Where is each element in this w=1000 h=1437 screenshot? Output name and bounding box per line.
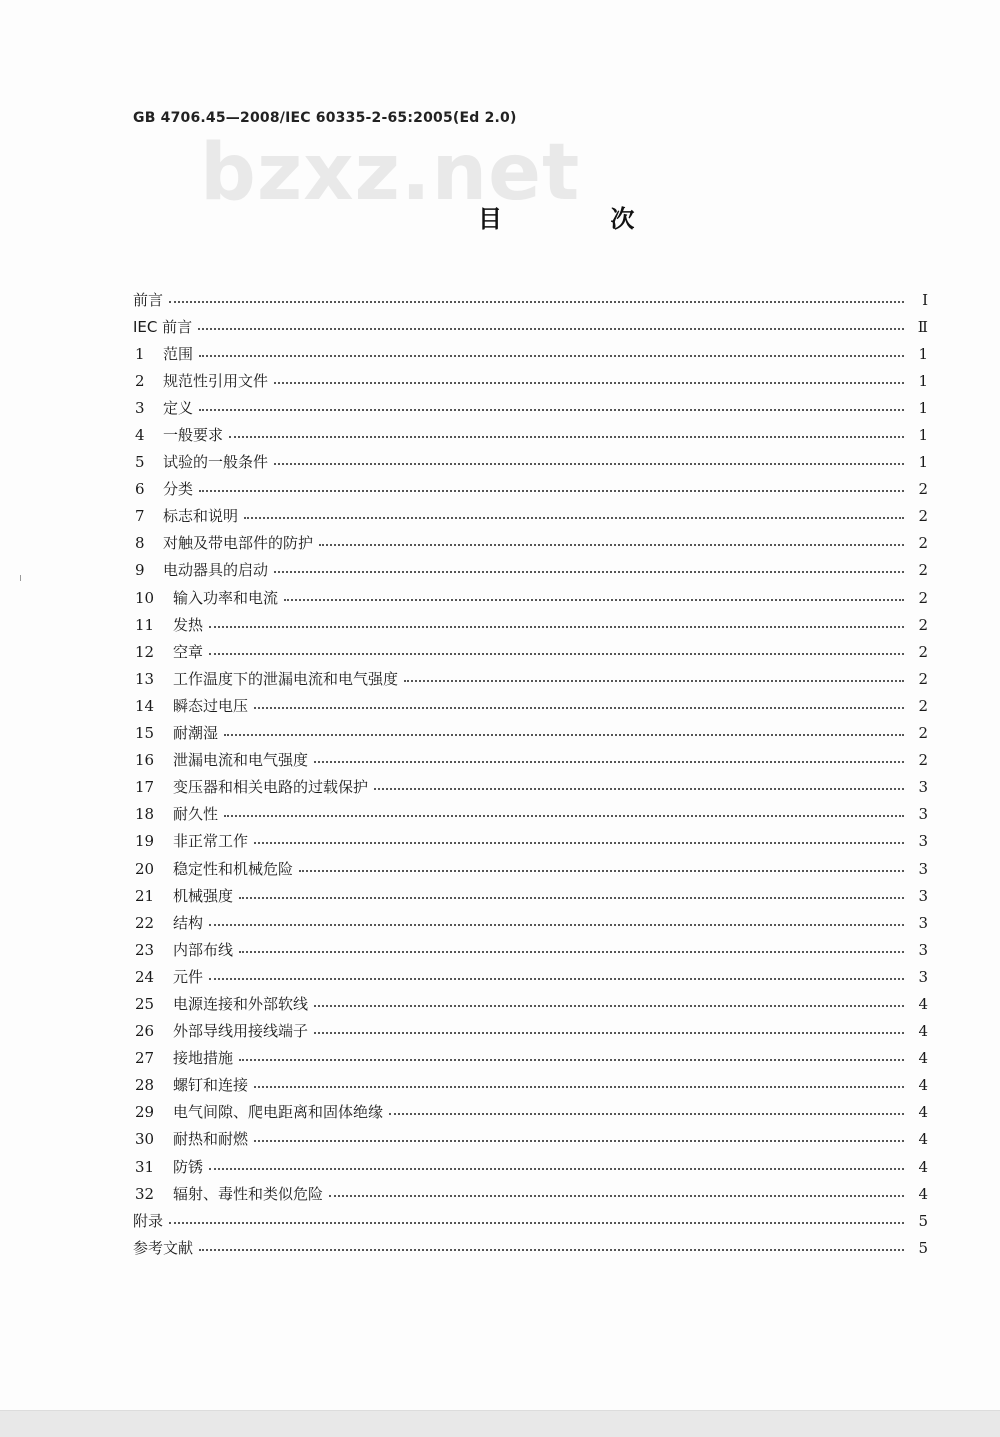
toc-entry-label: 非正常工作 xyxy=(173,832,249,851)
toc-entry-number: 20 xyxy=(135,859,155,878)
toc-entry-number: 7 xyxy=(135,507,145,526)
toc-entry-label: 内部布线 xyxy=(173,940,234,959)
toc-leader-dots xyxy=(284,599,904,601)
toc-leader-dots xyxy=(229,436,904,438)
toc-leader-dots xyxy=(169,301,904,303)
toc-entry[interactable] xyxy=(133,449,928,476)
toc-entry-page: 2 xyxy=(918,669,928,688)
toc-entry[interactable] xyxy=(133,855,928,882)
toc-leader-dots xyxy=(224,734,904,736)
toc-entry-page: 2 xyxy=(918,480,928,499)
toc-entry-label: 前言 xyxy=(133,290,164,309)
toc-entry-number: 25 xyxy=(135,994,155,1013)
toc-leader-dots xyxy=(224,815,904,817)
toc-entry-page: 3 xyxy=(918,832,928,851)
toc-entry-page: 5 xyxy=(918,1238,928,1257)
toc-entry-label: IEC 前言 xyxy=(133,317,193,336)
toc-entry-page: 4 xyxy=(918,1022,928,1041)
toc-entry-label: 防锈 xyxy=(173,1157,204,1176)
toc-entry[interactable] xyxy=(133,530,928,557)
toc-entry-label: 耐潮湿 xyxy=(173,724,219,743)
toc-entry[interactable] xyxy=(133,1018,928,1045)
toc-entry-label: 标志和说明 xyxy=(163,507,239,526)
toc-title: 目 次 xyxy=(478,205,685,233)
toc-entry-page: 2 xyxy=(918,534,928,553)
toc-entry[interactable] xyxy=(133,286,928,313)
toc-entry-number: 14 xyxy=(135,696,155,715)
toc-entry-label: 耐久性 xyxy=(173,805,219,824)
toc-entry-number: 2 xyxy=(135,371,145,390)
scan-mark xyxy=(20,575,21,581)
toc-leader-dots xyxy=(329,1195,904,1197)
toc-entry-page: 3 xyxy=(918,886,928,905)
viewer-bottom-bar xyxy=(0,1410,1000,1437)
toc-entry-number: 6 xyxy=(135,480,145,499)
toc-entry-number: 28 xyxy=(135,1076,155,1095)
toc-entry-label: 辐射、毒性和类似危险 xyxy=(173,1184,324,1203)
toc-entry-page: 3 xyxy=(918,859,928,878)
toc-entry-number: 31 xyxy=(135,1157,155,1176)
toc-entry[interactable] xyxy=(133,990,928,1017)
toc-leader-dots xyxy=(198,328,904,330)
toc-entry-number: 29 xyxy=(135,1103,155,1122)
toc-entry-page: Ⅱ xyxy=(917,317,928,336)
toc-entry-page: 2 xyxy=(918,615,928,634)
toc-entry[interactable] xyxy=(133,720,928,747)
toc-entry-label: 电气间隙、爬电距离和固体绝缘 xyxy=(173,1103,384,1122)
toc-leader-dots xyxy=(274,382,904,384)
watermark-logo: bzxz.net xyxy=(200,128,581,218)
toc-entry-number: 13 xyxy=(135,669,155,688)
toc-entry-page: 3 xyxy=(918,778,928,797)
toc-entry-label: 参考文献 xyxy=(133,1238,194,1257)
toc-entry[interactable] xyxy=(133,638,928,665)
toc-entry-page: 4 xyxy=(918,1157,928,1176)
toc-leader-dots xyxy=(404,680,904,682)
toc-entry[interactable] xyxy=(133,909,928,936)
toc-leader-dots xyxy=(239,1059,904,1061)
toc-leader-dots xyxy=(254,707,904,709)
toc-entry-label: 电动器具的启动 xyxy=(163,561,269,580)
toc-entry-label: 输入功率和电流 xyxy=(173,588,279,607)
toc-entry[interactable] xyxy=(133,394,928,421)
toc-entry-label: 附录 xyxy=(133,1211,164,1230)
toc-entry-number: 21 xyxy=(135,886,155,905)
toc-entry[interactable] xyxy=(133,1153,928,1180)
toc-entry[interactable] xyxy=(133,503,928,530)
toc-entry-label: 结构 xyxy=(173,913,204,932)
toc-entry[interactable] xyxy=(133,665,928,692)
toc-entry[interactable] xyxy=(133,367,928,394)
toc-entry-page: 4 xyxy=(918,1049,928,1068)
toc-entry-label: 范围 xyxy=(163,344,194,363)
toc-entry-label: 瞬态过电压 xyxy=(173,696,249,715)
toc-entry-number: 30 xyxy=(135,1130,155,1149)
toc-entry-number: 22 xyxy=(135,913,155,932)
toc-entry-label: 稳定性和机械危险 xyxy=(173,859,294,878)
toc-entry-page: 4 xyxy=(918,994,928,1013)
toc-entry-page: 2 xyxy=(918,588,928,607)
toc-entry-label: 对触及带电部件的防护 xyxy=(163,534,314,553)
toc-entry-number: 32 xyxy=(135,1184,155,1203)
toc-entry-page: 1 xyxy=(918,398,928,417)
toc-entry-number: 24 xyxy=(135,967,155,986)
toc-entry-page: 4 xyxy=(918,1184,928,1203)
toc-leader-dots xyxy=(254,1140,904,1142)
toc-entry-label: 外部导线用接线端子 xyxy=(173,1022,309,1041)
toc-entry[interactable] xyxy=(133,1045,928,1072)
toc-leader-dots xyxy=(199,409,904,411)
toc-entry[interactable] xyxy=(133,584,928,611)
toc-leader-dots xyxy=(239,897,904,899)
toc-entry[interactable] xyxy=(133,611,928,638)
toc-entry-number: 4 xyxy=(135,426,145,445)
toc-entry-label: 试验的一般条件 xyxy=(163,453,269,472)
toc-entry-number: 23 xyxy=(135,940,155,959)
toc-entry-number: 26 xyxy=(135,1022,155,1041)
toc-leader-dots xyxy=(199,1249,904,1251)
toc-entry[interactable] xyxy=(133,774,928,801)
toc-entry-label: 电源连接和外部软线 xyxy=(173,994,309,1013)
toc-entry-page: 2 xyxy=(918,642,928,661)
toc-entry[interactable] xyxy=(133,747,928,774)
toc-leader-dots xyxy=(314,1032,904,1034)
toc-entry-page: 3 xyxy=(918,805,928,824)
toc-entry-page: 4 xyxy=(918,1130,928,1149)
toc-leader-dots xyxy=(209,653,904,655)
toc-entry-label: 元件 xyxy=(173,967,204,986)
toc-entry-page: 1 xyxy=(918,453,928,472)
toc-entry-page: 1 xyxy=(918,371,928,390)
toc-entry-number: 27 xyxy=(135,1049,155,1068)
toc-entry-label: 工作温度下的泄漏电流和电气强度 xyxy=(173,669,399,688)
toc-entry-page: 1 xyxy=(918,426,928,445)
toc-entry-number: 17 xyxy=(135,778,155,797)
toc-entry-page: 3 xyxy=(918,967,928,986)
toc-leader-dots xyxy=(254,842,904,844)
toc-entry-label: 一般要求 xyxy=(163,426,224,445)
toc-entry-label: 规范性引用文件 xyxy=(163,371,269,390)
toc-leader-dots xyxy=(209,626,904,628)
toc-entry-number: 18 xyxy=(135,805,155,824)
toc-entry[interactable] xyxy=(133,963,928,990)
toc-leader-dots xyxy=(389,1113,904,1115)
toc-entry[interactable] xyxy=(133,828,928,855)
toc-entry-page: 4 xyxy=(918,1103,928,1122)
toc-entry-number: 16 xyxy=(135,751,155,770)
toc-entry-page: 2 xyxy=(918,507,928,526)
toc-entry-label: 分类 xyxy=(163,480,194,499)
toc-entry-label: 变压器和相关电路的过载保护 xyxy=(173,778,369,797)
toc-entry-number: 9 xyxy=(135,561,145,580)
toc-entry-number: 5 xyxy=(135,453,145,472)
toc-entry-number: 11 xyxy=(135,615,155,634)
toc-leader-dots xyxy=(199,490,904,492)
toc-entry-number: 12 xyxy=(135,642,155,661)
toc-entry-label: 空章 xyxy=(173,642,204,661)
toc-leader-dots xyxy=(239,951,904,953)
toc-leader-dots xyxy=(314,1005,904,1007)
toc-leader-dots xyxy=(254,1086,904,1088)
toc-entry[interactable] xyxy=(133,1180,928,1207)
toc-entry-page: 2 xyxy=(918,751,928,770)
toc-entry-page: 4 xyxy=(918,1076,928,1095)
toc-leader-dots xyxy=(274,463,904,465)
toc-entry[interactable] xyxy=(133,313,928,340)
toc-entry[interactable] xyxy=(133,1234,928,1261)
toc-entry-number: 1 xyxy=(135,344,145,363)
toc-entry[interactable] xyxy=(133,936,928,963)
toc-entry-label: 接地措施 xyxy=(173,1049,234,1068)
toc-entry[interactable] xyxy=(133,882,928,909)
toc-entry-page: 1 xyxy=(918,344,928,363)
toc-leader-dots xyxy=(199,355,904,357)
toc-entry-page: 5 xyxy=(918,1211,928,1230)
toc-entry-page: 2 xyxy=(918,696,928,715)
toc-leader-dots xyxy=(374,788,904,790)
toc-entry-page: Ⅰ xyxy=(922,290,928,309)
table-of-contents xyxy=(133,286,928,1261)
toc-entry-number: 15 xyxy=(135,724,155,743)
toc-leader-dots xyxy=(319,544,904,546)
toc-entry-label: 耐热和耐燃 xyxy=(173,1130,249,1149)
toc-entry[interactable] xyxy=(133,476,928,503)
toc-entry-label: 泄漏电流和电气强度 xyxy=(173,751,309,770)
toc-entry[interactable] xyxy=(133,557,928,584)
toc-entry-number: 19 xyxy=(135,832,155,851)
toc-leader-dots xyxy=(244,517,904,519)
toc-entry-page: 2 xyxy=(918,724,928,743)
toc-leader-dots xyxy=(209,924,904,926)
toc-leader-dots xyxy=(314,761,904,763)
toc-entry[interactable] xyxy=(133,1207,928,1234)
toc-entry-page: 3 xyxy=(918,940,928,959)
toc-entry[interactable] xyxy=(133,421,928,448)
toc-entry[interactable] xyxy=(133,340,928,367)
toc-leader-dots xyxy=(209,1168,904,1170)
toc-entry-page: 3 xyxy=(918,913,928,932)
toc-entry[interactable] xyxy=(133,801,928,828)
toc-leader-dots xyxy=(209,978,904,980)
toc-entry-number: 8 xyxy=(135,534,145,553)
standard-code: GB 4706.45—2008/IEC 60335-2-65:2005(Ed 2.0) xyxy=(133,110,517,126)
toc-entry-number: 3 xyxy=(135,398,145,417)
toc-entry-number: 10 xyxy=(135,588,155,607)
toc-entry[interactable] xyxy=(133,1126,928,1153)
toc-entry-label: 机械强度 xyxy=(173,886,234,905)
toc-leader-dots xyxy=(274,571,904,573)
toc-entry[interactable] xyxy=(133,1099,928,1126)
toc-entry-label: 定义 xyxy=(163,398,194,417)
toc-entry-label: 螺钉和连接 xyxy=(173,1076,249,1095)
toc-leader-dots xyxy=(299,870,904,872)
toc-entry-page: 2 xyxy=(918,561,928,580)
toc-entry-label: 发热 xyxy=(173,615,204,634)
toc-entry[interactable] xyxy=(133,692,928,719)
toc-leader-dots xyxy=(169,1222,904,1224)
toc-entry[interactable] xyxy=(133,1072,928,1099)
